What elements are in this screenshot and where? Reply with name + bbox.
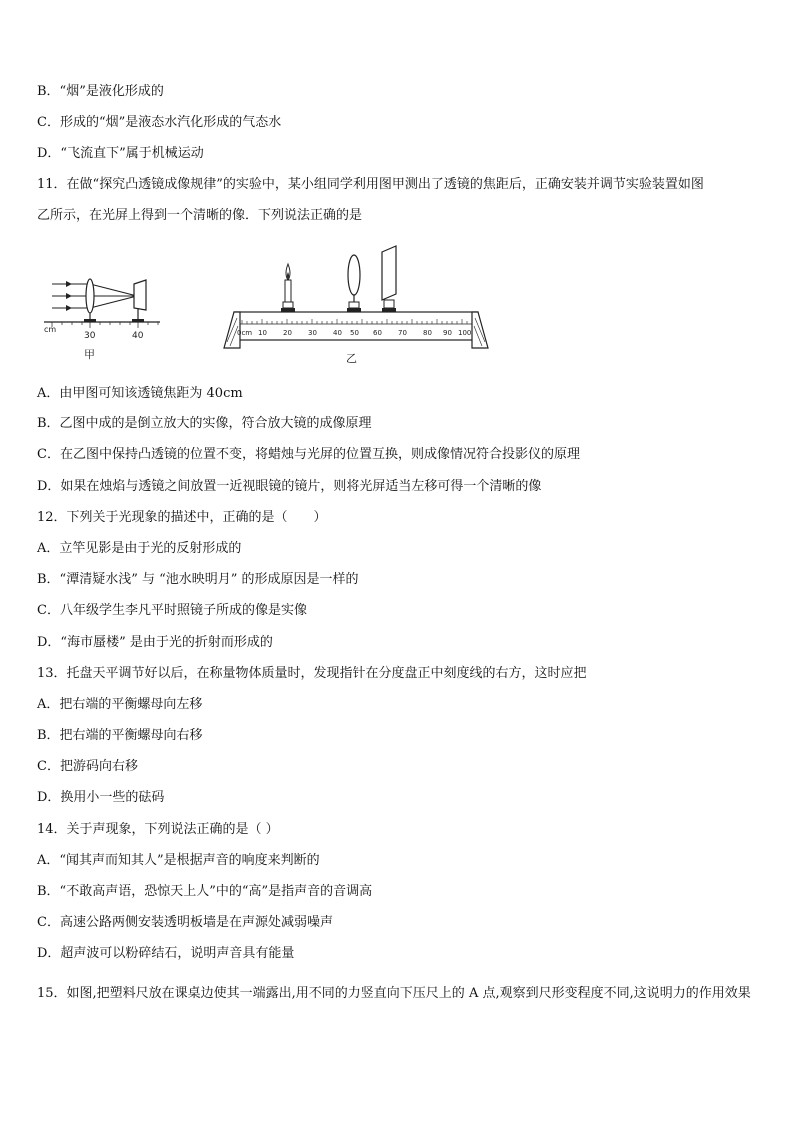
screen-icon — [382, 246, 396, 312]
ruler-tick-label: 30 — [84, 331, 96, 341]
bench-tick-label: 20 — [283, 329, 292, 337]
q12-option-c: C．八年级学生李凡平时照镜子所成的像是实像 — [37, 603, 307, 618]
screen-icon — [134, 280, 146, 310]
q14-option-a: A．“闻其声而知其人”是根据声音的响度来判断的 — [37, 853, 320, 868]
q11-option-a: A．由甲图可知该透镜焦距为 40cm — [37, 386, 243, 401]
q12-option-d: D．“海市蜃楼” 是由于光的折射而形成的 — [37, 635, 273, 650]
convex-lens-icon — [347, 255, 361, 312]
bench-tick-label: 10 — [258, 329, 267, 337]
bench-tick-label: 80 — [423, 329, 432, 337]
figure-caption: 乙 — [346, 352, 357, 365]
bench-tick-label: 40 — [333, 329, 342, 337]
q11-option-c: C．在乙图中保持凸透镜的位置不变，将蜡烛与光屏的位置互换，则成像情况符合投影仪的原理 — [37, 447, 580, 462]
bench-tick-label: 70 — [398, 329, 407, 337]
bench-tick-label: 50 — [350, 329, 359, 337]
q15-stem: 15．如图,把塑料尺放在课桌边使其一端露出,用不同的力竖直向下压尺上的 A 点,观察到尺形变程度不同,这说明力的作用效果 — [37, 986, 751, 1001]
figure-caption: 甲 — [84, 348, 95, 361]
ruler-unit-label: cm — [44, 325, 57, 334]
q14-option-c: C．高速公路两侧安装透明板墙是在声源处减弱噪声 — [37, 915, 333, 930]
q12-option-b: B．“潭清疑水浅” 与 “池水映明月” 的形成原因是一样的 — [37, 572, 359, 587]
bench-tick-label: 90 — [443, 329, 452, 337]
q10-option-c: C．形成的“烟”是液态水汽化形成的气态水 — [37, 115, 282, 130]
q14-stem: 14．关于声现象，下列说法正确的是（ ） — [37, 822, 279, 837]
figure-jia-lens-focal-length — [42, 270, 162, 365]
q12-option-a: A．立竿见影是由于光的反射形成的 — [37, 541, 242, 556]
q11-option-b: B．乙图中成的是倒立放大的实像，符合放大镜的成像原理 — [37, 416, 372, 431]
bench-unit-label: 0cm — [237, 329, 253, 337]
figure-yi-optical-bench — [222, 242, 490, 367]
q13-option-c: C．把游码向右移 — [37, 759, 138, 774]
q13-stem: 13．托盘天平调节好以后，在称量物体质量时，发现指针在分度盘正中刻度线的右方，这时应把 — [37, 666, 587, 681]
bench-tick-label: 100 — [458, 329, 472, 337]
q11-option-d: D．如果在烛焰与透镜之间放置一近视眼镜的镜片，则将光屏适当左移可得一个清晰的像 — [37, 479, 542, 494]
ruler-tick-label: 40 — [132, 331, 144, 341]
bench-tick-label: 30 — [308, 329, 317, 337]
q10-option-b: B．“烟”是液化形成的 — [37, 84, 164, 99]
q11-stem-line-2: 乙所示，在光屏上得到一个清晰的像．下列说法正确的是 — [37, 208, 363, 223]
candle-icon — [281, 264, 295, 312]
q13-option-b: B．把右端的平衡螺母向右移 — [37, 728, 203, 743]
q14-option-b: B．“不敢高声语，恐惊天上人”中的“高”是指声音的音调高 — [37, 884, 373, 899]
q11-stem-line-1: 11．在做“探究凸透镜成像规律”的实验中，某小组同学利用图甲测出了透镜的焦距后，正确安装并调节实验装置如图 — [37, 177, 704, 192]
q13-option-d: D．换用小一些的砝码 — [37, 790, 165, 805]
q13-option-a: A．把右端的平衡螺母向左移 — [37, 697, 203, 712]
q10-option-d: D．“飞流直下”属于机械运动 — [37, 146, 204, 161]
q12-stem: 12．下列关于光现象的描述中，正确的是（ ） — [37, 510, 327, 525]
bench-tick-label: 60 — [373, 329, 382, 337]
convex-lens-icon — [86, 279, 94, 313]
q14-option-d: D．超声波可以粉碎结石，说明声音具有能量 — [37, 946, 295, 961]
